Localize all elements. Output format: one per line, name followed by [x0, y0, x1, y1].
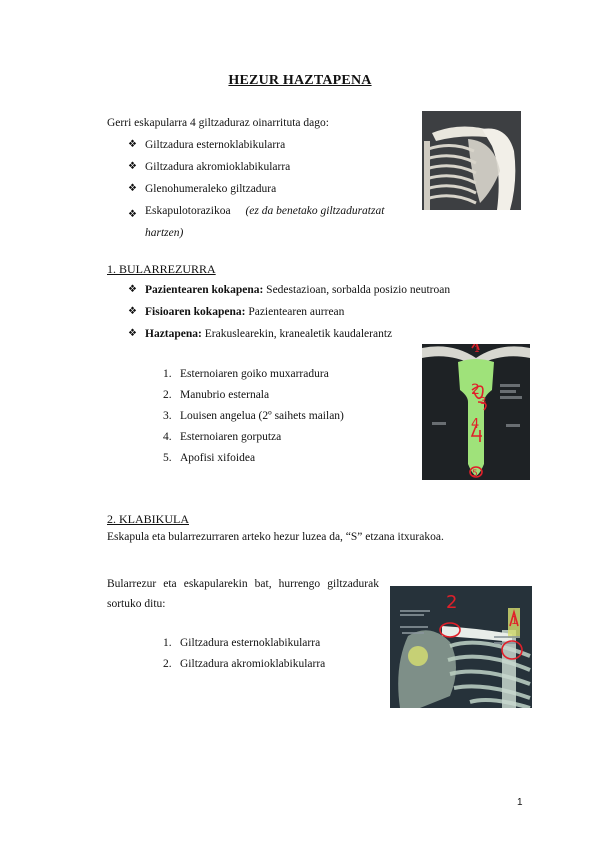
- sternum-image: [422, 344, 530, 480]
- page-number: 1: [517, 797, 523, 808]
- diamond-bullet-icon: ❖: [128, 139, 137, 150]
- sternum-mark-5: 5: [472, 469, 478, 479]
- shoulder-girdle-image: [422, 111, 521, 210]
- intro-text: Gerri eskapularra 4 giltzaduraz oinarrituta dago:: [107, 117, 329, 129]
- sternum-mark-4: 4: [471, 417, 480, 432]
- clavicle-mark-2: 2: [446, 592, 458, 613]
- section-heading-bularrezurra: 1. BULARREZURRA: [107, 262, 216, 276]
- sternum-mark-2: 2: [471, 382, 480, 398]
- diamond-bullet-icon: ❖: [128, 284, 137, 295]
- list-item: 2. Manubrio esternala: [163, 389, 270, 401]
- diamond-bullet-icon: ❖: [128, 183, 137, 194]
- clavicle-numbered-list: [163, 636, 325, 678]
- clavicle-description: Eskapula eta bularrezurraren arteko hezur luzea da, “S” etzana itxurakoa.: [107, 531, 444, 543]
- list-item: ❖ Giltzadura esternoklabikularra: [128, 139, 286, 151]
- list-item: 3. Louisen angelua (2º saihets mailan): [163, 410, 344, 422]
- sternum-mark-3: 3: [480, 396, 487, 407]
- list-item: ❖ Pazientearen kokapena: Sedestazioan, sorbalda posizio neutroan: [128, 284, 451, 296]
- list-item: ❖ Glenohumeraleko giltzadura: [128, 183, 277, 195]
- sternum-bullet-list: [128, 283, 450, 349]
- diamond-bullet-icon: ❖: [128, 306, 137, 317]
- list-item: ❖ Fisioaren kokapena: Pazientearen aurrean: [128, 306, 345, 318]
- sternum-illustration: [422, 344, 530, 480]
- list-item: 1. Esternoiaren goiko muxarradura: [163, 368, 329, 380]
- list-item: ❖ Haztapena: Erakuslearekin, kranealetik kaudalerantz: [128, 328, 393, 340]
- list-item: 4. Esternoiaren gorputza: [163, 431, 282, 443]
- sternum-mark-1: 1: [474, 345, 480, 355]
- diamond-bullet-icon: ❖: [128, 161, 137, 172]
- sternum-numbered-list: [163, 367, 344, 472]
- clavicle-joints-intro-line2: sortuko ditu:: [107, 598, 166, 610]
- page-title: HEZUR HAZTAPENA: [228, 73, 372, 88]
- diamond-bullet-icon: ❖: [128, 209, 137, 220]
- clavicle-mark-1: 1: [511, 614, 518, 627]
- list-item: ❖ Giltzadura akromioklabikularra: [128, 161, 291, 173]
- intro-bullet-list: [128, 138, 433, 244]
- section-heading-klabikula: 2. KLABIKULA: [107, 512, 189, 526]
- diamond-bullet-icon: ❖: [128, 328, 137, 339]
- clavicle-illustration: [390, 586, 532, 708]
- list-item: 1. Giltzadura esternoklabikularra: [163, 637, 321, 649]
- clavicle-image: [390, 586, 532, 708]
- list-item: 2. Giltzadura akromioklabikularra: [163, 658, 326, 670]
- skeleton-illustration: [422, 111, 521, 210]
- clavicle-joints-intro: Bularrezur eta eskapularekin bat, hurrengo giltzadurak: [107, 578, 379, 590]
- list-item: ❖ Eskapulotorazikoa (ez da benetako giltzaduratzat hartzen): [128, 205, 385, 239]
- list-item: 5. Apofisi xifoidea: [163, 452, 256, 464]
